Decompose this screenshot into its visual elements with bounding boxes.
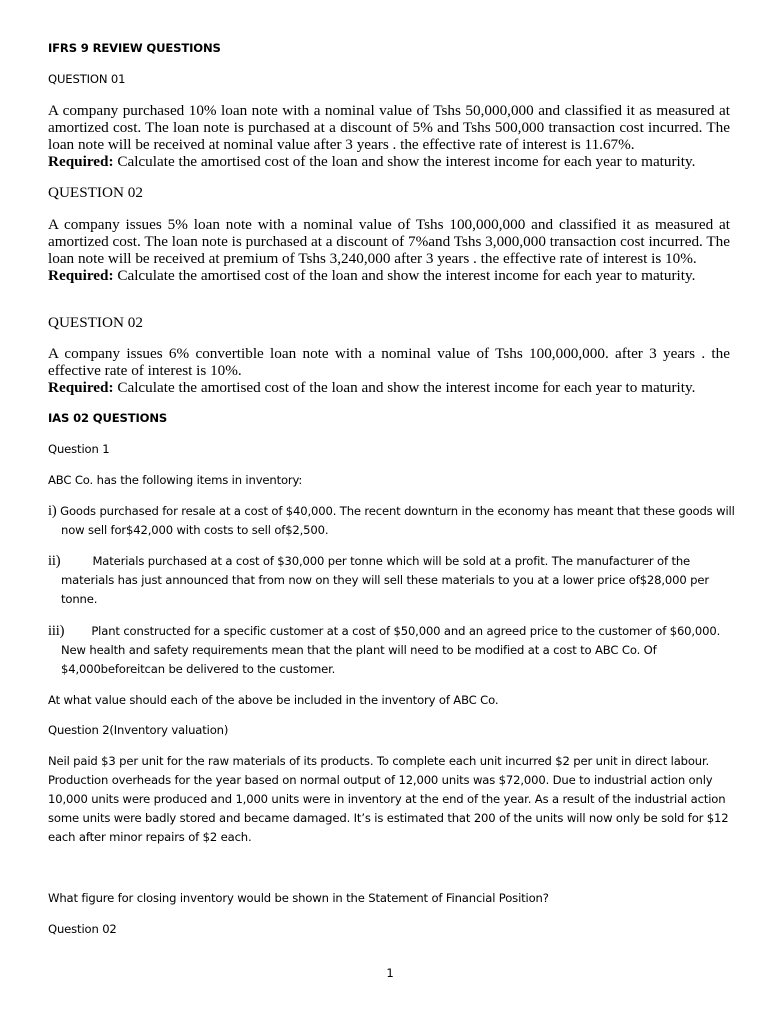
ifrs-question-2-title: QUESTION 02 — [48, 184, 143, 201]
required-label: Required: — [48, 153, 114, 170]
required-text: Calculate the amortised cost of the loan and show the interest income for each year to maturity. — [113, 153, 696, 170]
ifrs-question-2-body: A company issues 5% loan note with a nominal value of Tshs 100,000,000 and classified it as measured at amortized cost. The loan note is purchased at a discount of 7%and Tshs 3,000,000 transaction cost incurred. The loan note will be received at premium of Tshs 3,240,000 after 3 years . the effective rate of interest is 10%. — [48, 216, 730, 267]
item-marker: ii) — [48, 553, 61, 569]
required-text: Calculate the amortised cost of the loan and show the interest income for each year to maturity. — [113, 267, 696, 284]
inventory-item-1 — [48, 502, 743, 540]
inventory-item-3 — [48, 622, 743, 679]
item-text: Materials purchased at a cost of $30,000 per tonne which will be sold at a profit. The manufacturer of the materials has just announced that from now on they will sell these materials to you at a lower price of$28,000 per tonne. — [61, 554, 709, 606]
item-text: Plant constructed for a specific customer at a cost of $50,000 and an agreed price to the customer of $60,000. New health and safety requirements mean that the plant will need to be modified at a cost to ABC Co. Of $4,000beforeitcan be delivered to the customer. — [61, 624, 721, 676]
ifrs-question-3 — [48, 345, 730, 396]
ifrs-heading: IFRS 9 REVIEW QUESTIONS — [48, 41, 221, 55]
ifrs-question-2 — [48, 216, 730, 284]
ifrs-question-1-title: QUESTION 01 — [48, 72, 126, 86]
ias-question-3-title: Question 02 — [48, 922, 117, 936]
ias-question-2-title: Question 2(Inventory valuation) — [48, 723, 229, 737]
required-label: Required: — [48, 267, 114, 284]
ias-question-1-title: Question 1 — [48, 442, 110, 456]
ifrs-question-1-required — [48, 153, 730, 170]
ifrs-question-2-required — [48, 267, 730, 284]
ias-question-2-body: Neil paid $3 per unit for the raw materials of its products. To complete each unit incurred $2 per unit in direct labour. Production overheads for the year based on normal output of 12,000 units was $72,000. Due to industrial action only 10,000 units were produced and 1,000 units were in inventory at the end of the year. As a result of the industrial action some units were badly stored and became damaged. It’s is estimated that 200 of the units will now only be sold for $12 each after minor repairs of $2 each. — [48, 754, 729, 844]
ifrs-question-3-required — [48, 379, 730, 396]
ifrs-question-3-title: QUESTION 02 — [48, 314, 143, 331]
ifrs-question-3-body: A company issues 6% convertible loan note with a nominal value of Tshs 100,000,000. after 3 years . the effective rate of interest is 10%. — [48, 345, 730, 379]
page-number: 1 — [386, 966, 394, 980]
item-text: Goods purchased for resale at a cost of $40,000. The recent downturn in the economy has meant that these goods will now sell for$42,000 with costs to sell of$2,500. — [60, 504, 735, 537]
inventory-item-2 — [48, 552, 743, 609]
ias-heading: IAS 02 QUESTIONS — [48, 411, 168, 425]
required-label: Required: — [48, 379, 114, 396]
item-marker: i) — [48, 503, 57, 519]
item-marker: iii) — [48, 623, 65, 639]
ifrs-question-1-body: A company purchased 10% loan note with a nominal value of Tshs 50,000,000 and classified it as measured at amortized cost. The loan note is purchased at a discount of 5% and Tshs 500,000 transaction cost incurred. The loan note will be received at nominal value after 3 years . the effective rate of interest is 11.67%. — [48, 102, 730, 153]
ias-question-1-intro: ABC Co. has the following items in inventory: — [48, 473, 303, 487]
ifrs-question-1 — [48, 102, 730, 170]
required-text: Calculate the amortised cost of the loan and show the interest income for each year to maturity. — [113, 379, 696, 396]
ias-question-2-question: What figure for closing inventory would be shown in the Statement of Financial Position? — [48, 891, 549, 905]
ias-question-1-closing: At what value should each of the above be included in the inventory of ABC Co. — [48, 693, 499, 707]
